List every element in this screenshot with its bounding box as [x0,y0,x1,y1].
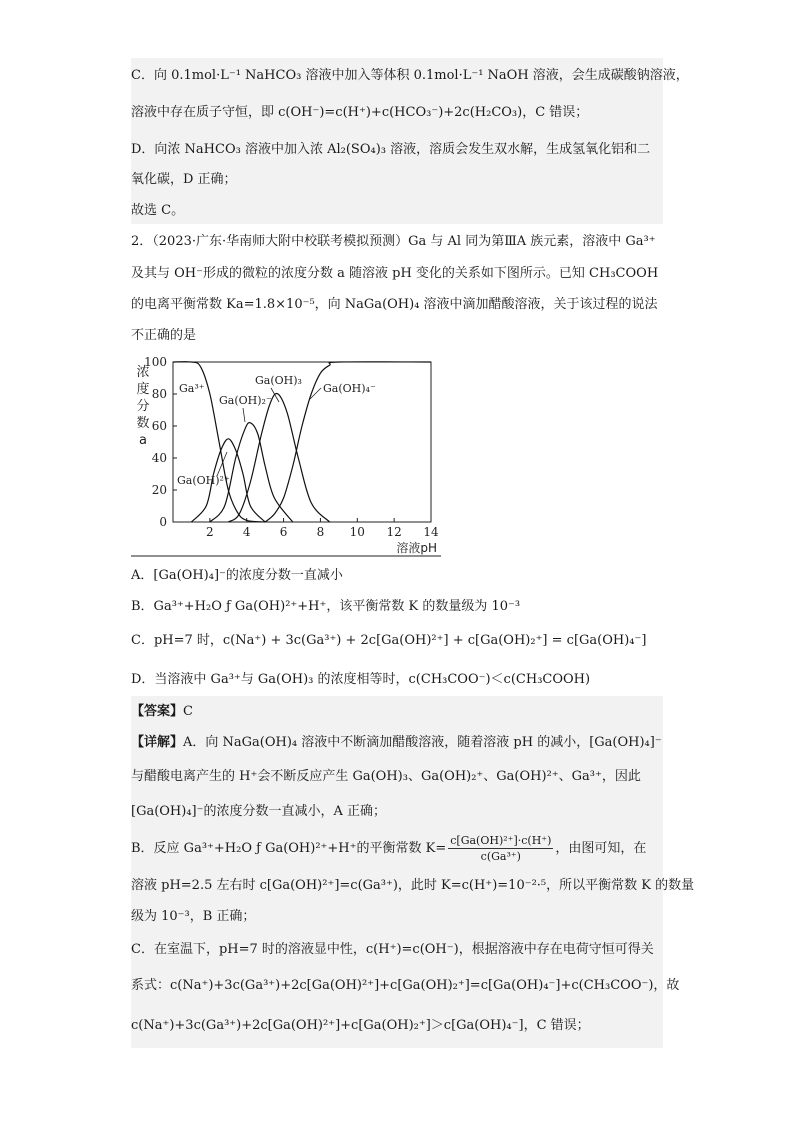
detail-b-line3: 级为 10⁻³，B 正确； [131,909,256,924]
plot-frame [173,362,431,522]
detail-a-line3: [Ga(OH)₄]⁻的浓度分数一直减小，A 正确； [131,804,387,819]
x-tick-label: 10 [349,525,365,539]
option-a: A．[Ga(OH)₄]⁻的浓度分数一直减小 [131,568,343,583]
q2-line4: 不正确的是 [131,328,197,343]
q2-line1: 2．（2023·广东·华南师大附中校联考模拟预测）Ga 与 Al 同为第ⅢA 族元素，溶液中 Ga³⁺ [131,234,656,249]
x-tick-label: 6 [279,525,288,539]
detail-c-line3: c(Na⁺)+3c(Ga³⁺)+2c[Ga(OH)²⁺]+c[Ga(OH)₂⁺]＞c[Ga(OH)₄⁻]，C 错误； [131,1018,590,1033]
y-tick-label: 100 [144,355,167,369]
option-d: D．当溶液中 Ga³⁺与 Ga(OH)₃ 的浓度相等时，c(CH₃COO⁻)＜c(CH₃COOH) [131,672,591,687]
detail-b-line2: 溶液 pH=2.5 左右时 c[Ga(OH)²⁺]=c(Ga³⁺)，此时 K=c(H⁺)=10⁻²·⁵，所以平衡常数 K 的数量 [131,878,695,893]
concentration-fraction-chart [131,352,443,558]
detail-a-line2: 与醋酸电离产生的 H⁺会不断反应产生 Ga(OH)₃、Ga(OH)₂⁺、Ga(OH)²⁺、Ga³⁺，因此 [131,769,641,784]
detail-b-line1 [131,832,646,866]
fraction-numerator: c[Ga(OH)²⁺]·c(H⁺) [450,834,552,847]
detail-a1: A．向 NaGa(OH)₄ 溶液中不断滴加醋酸溶液，随着溶液 pH 的减小，[Ga(OH)₄]⁻ [183,735,662,750]
answer-label: 【答案】 [131,704,184,719]
prev-d-line2: 氧化碳，D 正确； [131,172,237,187]
y-tick-label: 0 [159,515,167,529]
prev-c-line2: 溶液中存在质子守恒，即 c(OH⁻)=c(H⁺)+c(HCO₃⁻)+2c(H₂CO₃)，C 错误； [131,105,589,120]
y-tick-label: 20 [151,483,167,497]
y-axis-label-char: 浓 [136,365,150,380]
x-tick-label: 8 [316,525,325,539]
detail-a-line1 [131,735,662,751]
option-c: C．pH=7 时，c(Na⁺) + 3c(Ga³⁺) + 2c[Ga(OH)²⁺] + c[Ga(OH)₂⁺] = c[Ga(OH)₄⁻] [131,633,647,648]
x-tick-label: 12 [386,525,402,539]
detail-c-line1: C．在室温下，pH=7 时的溶液显中性，c(H⁺)=c(OH⁻)，根据溶液中存在电荷守恒可得关 [131,942,654,957]
prev-choose: 故选 C。 [131,203,185,218]
detail-b1-pre: B．反应 Ga³⁺+H₂O ƒ Ga(OH)²⁺+H⁺的平衡常数 K= [131,841,447,856]
detail-c-line2: 系式：c(Na⁺)+3c(Ga³⁺)+2c[Ga(OH)²⁺]+c[Ga(OH)₂⁺]=c[Ga(OH)₄⁻]+c(CH₃COO⁻)，故 [131,978,680,993]
prev-d-line1: D．向浓 NaHCO₃ 溶液中加入浓 Al₂(SO₄)₃ 溶液，溶质会发生双水解，生成氢氧化铝和二 [131,142,651,157]
x-tick-label: 2 [206,525,214,539]
q2-line2: 及其与 OH⁻形成的微粒的浓度分数 a 随溶液 pH 变化的关系如下图所示。已知 CH₃COOH [131,266,659,281]
detail-b1-post: ，由图可知，在 [555,841,647,856]
y-tick-label: 80 [151,387,167,401]
label-leader-line [243,408,245,422]
detail-label: 【详解】 [131,735,184,750]
y-axis-label-char: 度 [136,382,150,397]
option-b: B．Ga³⁺+H₂O ƒ Ga(OH)²⁺+H⁺，该平衡常数 K 的数量级为 10⁻³ [131,599,521,614]
x-tick-label: 4 [242,525,251,539]
x-axis-label: 溶液pH [396,541,437,555]
answer-line [131,704,193,720]
y-tick-label: 60 [151,419,167,433]
y-axis-label-char: 数 [136,416,150,431]
y-axis-label-char: a [139,433,147,448]
equilibrium-fraction [448,833,553,864]
gaoh3-label: Ga(OH)₃ [255,374,302,387]
gaoh2plus-label: Ga(OH)²⁺ [177,474,230,487]
y-axis-label-char: 分 [136,399,150,414]
prev-c-line1: C．向 0.1mol·L⁻¹ NaHCO₃ 溶液中加入等体积 0.1mol·L⁻¹ NaOH 溶液，会生成碳酸钠溶液， [131,68,689,83]
gaoh4-label: Ga(OH)₄⁻ [323,382,376,395]
ga3-label: Ga³⁺ [179,382,205,395]
answer-value: C [183,704,193,719]
x-tick-label: 14 [423,525,439,539]
fraction-denominator: c(Ga³⁺) [480,850,521,863]
q2-line3: 的电离平衡常数 Ka=1.8×10⁻⁵，向 NaGa(OH)₄ 溶液中滴加醋酸溶液，关于该过程的说法 [131,297,658,312]
gaoh2minus-label: Ga(OH)₂⁻ [219,394,272,407]
y-tick-label: 40 [151,451,167,465]
